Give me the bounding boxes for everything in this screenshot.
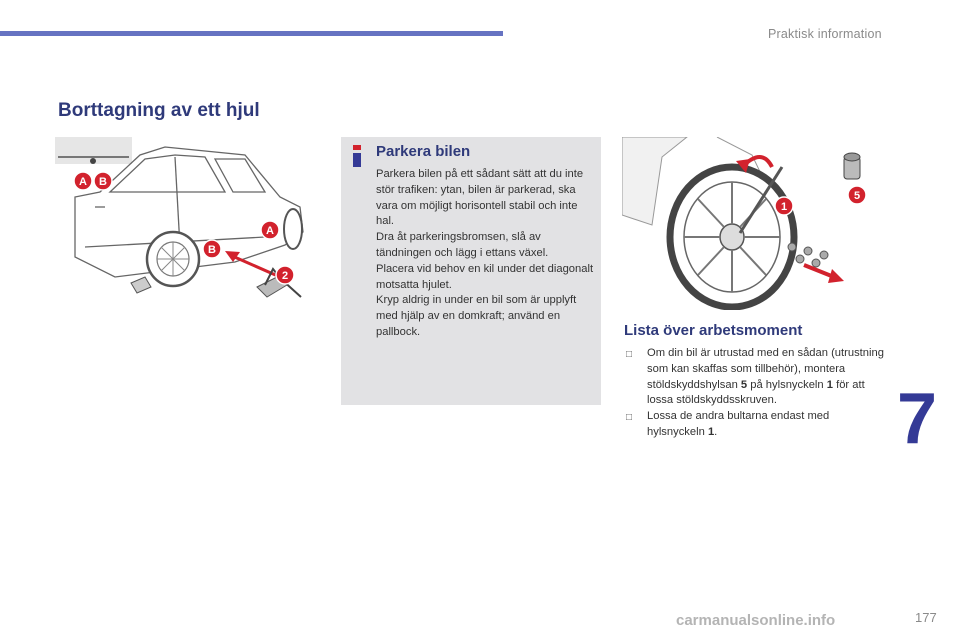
header-section-title: Praktisk information: [768, 27, 882, 41]
anti-theft-socket: [844, 153, 860, 179]
task-list-heading: Lista över arbetsmoment: [624, 322, 803, 339]
ref-number: 5: [740, 378, 748, 391]
rear-wheel: [147, 232, 199, 286]
info-icon: [352, 145, 362, 167]
callout-a-left: [74, 172, 92, 190]
wheel-bolts-illustration: [622, 137, 874, 310]
info-box-text: [376, 167, 598, 341]
svg-text:2: 2: [281, 270, 289, 282]
info-paragraph: Placera vid behov en kil under det diagonalt motsatta hjulet.: [376, 262, 594, 291]
info-paragraph: Dra åt parkeringsbromsen, slå av tändningen och lägg i ettans växel.: [376, 231, 549, 259]
arrow-head: [225, 251, 240, 262]
front-wheel: [284, 209, 302, 249]
ref-number: 1: [826, 378, 833, 391]
car-jack-illustration: [55, 137, 310, 302]
info-paragraph: Kryp aldrig in under en bil som är upplyft med hjälp av en domkraft; använd en pallbock.: [376, 294, 577, 338]
callout-5: [848, 186, 866, 204]
checkbox-bullet-icon: □: [626, 412, 633, 424]
svg-text:1: 1: [780, 201, 788, 213]
svg-text:A: A: [266, 225, 274, 237]
info-paragraph: Parkera bilen på ett sådant sätt att du inte stör trafiken: ytan, bilen är parkerad, ska vara om möjligt horisontell stabil och inte hal.: [376, 168, 584, 228]
callout-1: [775, 197, 793, 215]
ref-number: 1: [707, 425, 715, 438]
callout-b-left: [94, 172, 112, 190]
page-title: Borttagning av ett hjul: [58, 100, 260, 121]
svg-text:5: 5: [853, 190, 861, 202]
svg-text:B: B: [99, 176, 107, 188]
list-item: □ Lossa de andra bultarna endast med hylsnyckeln 1.: [626, 410, 830, 438]
svg-text:B: B: [208, 244, 216, 256]
header-accent-bar: [0, 31, 503, 36]
callout-2: [276, 266, 294, 284]
callout-a-right: [261, 221, 279, 239]
watermark: carmanualsonline.info: [676, 612, 836, 629]
callout-b-right: [203, 240, 221, 258]
page-number: 177: [915, 610, 937, 625]
checkbox-bullet-icon: □: [626, 349, 633, 360]
bolt-arrow-head: [828, 269, 844, 283]
jack-point-marker: [90, 158, 96, 164]
wheel: [670, 167, 794, 307]
chapter-number: 7: [897, 379, 938, 459]
info-box-heading: Parkera bilen: [376, 143, 471, 160]
list-item: □ Om din bil är utrustad med en sådan (utrustning som kan skaffas som tillbehör), montera stöldskyddshylsan 5 på hylsnyckeln 1 för att lossa stöldskyddsskruven.: [626, 347, 884, 407]
info-box: [341, 137, 601, 405]
jack-under-car: [131, 277, 151, 293]
svg-text:A: A: [79, 176, 87, 188]
task-list: [624, 346, 886, 441]
bolt-arrow: [804, 265, 834, 277]
arrow-line: [230, 255, 280, 277]
